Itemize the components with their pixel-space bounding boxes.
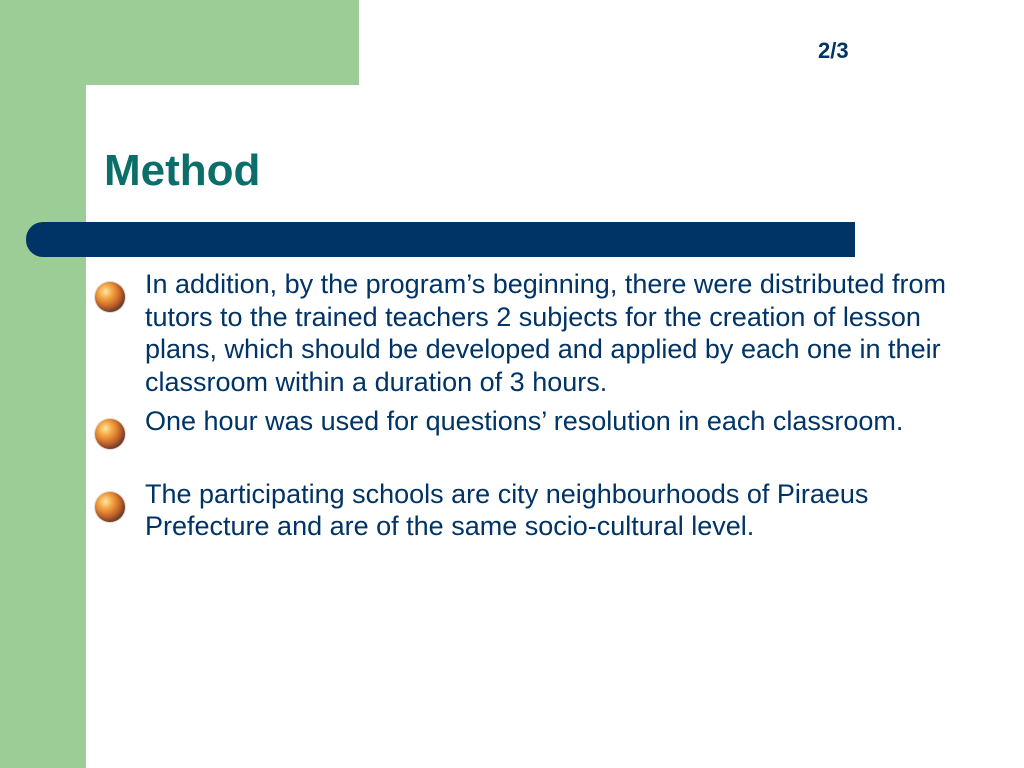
bullet-text-3: The participating schools are city neighbourhoods of Piraeus Prefecture and are of the same socio-cultural level. xyxy=(145,478,869,541)
page-number: 2/3 xyxy=(818,38,849,63)
bullet-item-1 xyxy=(95,268,950,398)
left-green-band xyxy=(0,0,86,768)
bullet-text-1: In addition, by the program’s beginning, there were distributed from tutors to the trained teachers 2 subjects for the creation of lesson plans, which should be developed and applied by each one in their classroom within a duration of 3 hours. xyxy=(145,269,946,397)
orb-icon xyxy=(95,419,125,449)
bullet-item-3 xyxy=(95,478,950,543)
bullet-text-2: One hour was used for questions’ resolution in each classroom. xyxy=(145,406,904,436)
orb-icon xyxy=(95,492,125,522)
title-underline-bar xyxy=(26,222,855,257)
slide-title: Method xyxy=(104,146,261,195)
bullet-list xyxy=(95,268,950,543)
orb-icon xyxy=(95,282,125,312)
top-green-band xyxy=(0,0,359,85)
bullet-item-2 xyxy=(95,405,950,438)
